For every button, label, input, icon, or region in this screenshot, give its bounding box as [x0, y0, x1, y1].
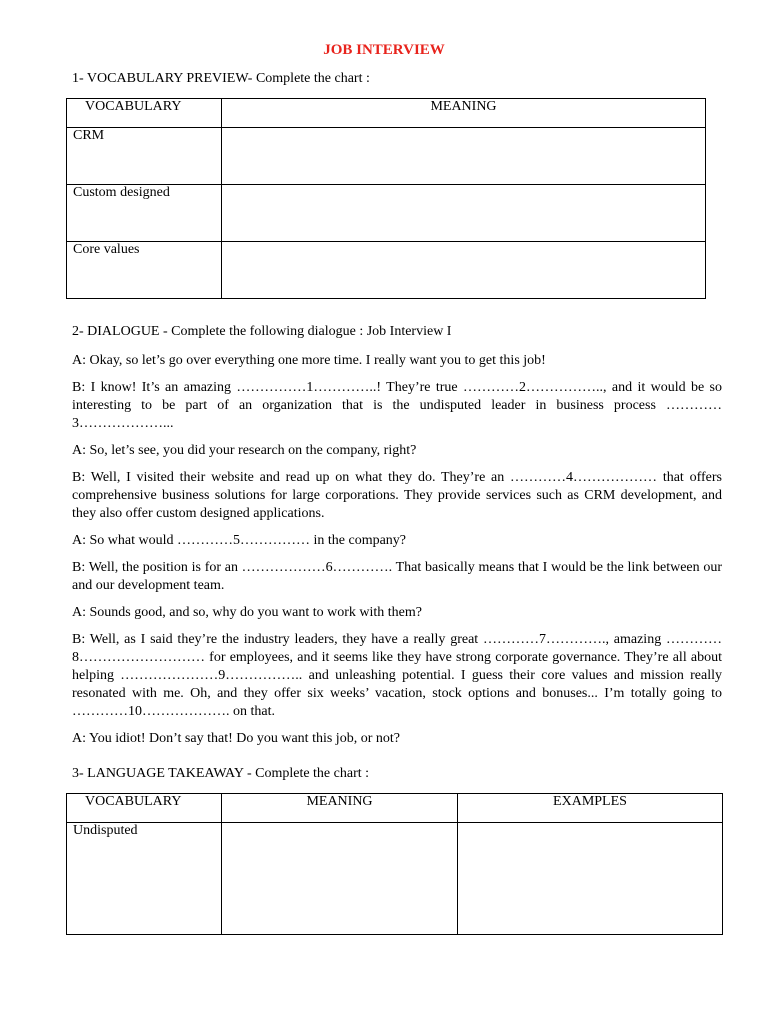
dialogue-line: A: So what would …………5…………… in the company?	[72, 533, 407, 548]
dialogue-line: B: Well, the position is for an ………………6…………. That basically means that I would be the link between our and our development team.	[72, 560, 722, 593]
dialogue-line: B: Well, as I said they’re the industry leaders, they have a really great …………7…………., amazing …………8……………………… for employees, and it seems like they have strong corporate governance. They’re all about helping …………………9…………….. and unleashing potential. I guess their core values and mission really resonated with me. Oh, and they offer six weeks’ vacation, stock options and bonuses... I’m totally going to …………10………………. on that.	[72, 632, 722, 719]
section1-heading: 1- VOCABULARY PREVIEW- Complete the chart :	[72, 71, 370, 86]
column-header-vocabulary: VOCABULARY	[67, 794, 222, 823]
vocabulary-preview-table	[66, 98, 706, 299]
vocabulary-cell: Undisputed	[67, 823, 222, 935]
dialogue-line: B: Well, I visited their website and read up on what they do. They’re an …………4……………… that offers comprehensive business solutions for large corporations. They provide services such as CRM development, and they also offer custom designed applications.	[72, 470, 722, 521]
section3-heading: 3- LANGUAGE TAKEAWAY - Complete the chart :	[72, 766, 370, 781]
table-row	[67, 128, 706, 185]
dialogue-line: A: You idiot! Don’t say that! Do you want this job, or not?	[72, 731, 400, 746]
column-header-meaning: MEANING	[222, 794, 458, 823]
table-row	[67, 185, 706, 242]
examples-cell[interactable]	[458, 823, 723, 935]
meaning-cell[interactable]	[222, 823, 458, 935]
vocabulary-cell: Core values	[67, 242, 222, 299]
table-row	[67, 242, 706, 299]
vocabulary-cell: CRM	[67, 128, 222, 185]
dialogue-text	[72, 352, 722, 757]
dialogue-line: A: Okay, so let’s go over everything one more time. I really want you to get this job!	[72, 353, 546, 368]
page-title: JOB INTERVIEW	[323, 42, 445, 58]
meaning-cell[interactable]	[222, 128, 706, 185]
language-takeaway-table	[66, 793, 723, 935]
dialogue-line: A: So, let’s see, you did your research on the company, right?	[72, 443, 417, 458]
dialogue-line: A: Sounds good, and so, why do you want to work with them?	[72, 605, 422, 620]
meaning-cell[interactable]	[222, 185, 706, 242]
vocabulary-cell: Custom designed	[67, 185, 222, 242]
meaning-cell[interactable]	[222, 242, 706, 299]
column-header-meaning: MEANING	[222, 99, 706, 128]
section2-heading: 2- DIALOGUE - Complete the following dialogue : Job Interview I	[72, 324, 452, 339]
column-header-vocabulary: VOCABULARY	[67, 99, 222, 128]
column-header-examples: EXAMPLES	[458, 794, 723, 823]
dialogue-line: B: I know! It’s an amazing ……………1…………..! They’re true …………2…………….., and it would be so interesting to be part of an organization that is the undisputed leader in business process …………3………………...	[72, 380, 722, 431]
table-row	[67, 823, 723, 935]
